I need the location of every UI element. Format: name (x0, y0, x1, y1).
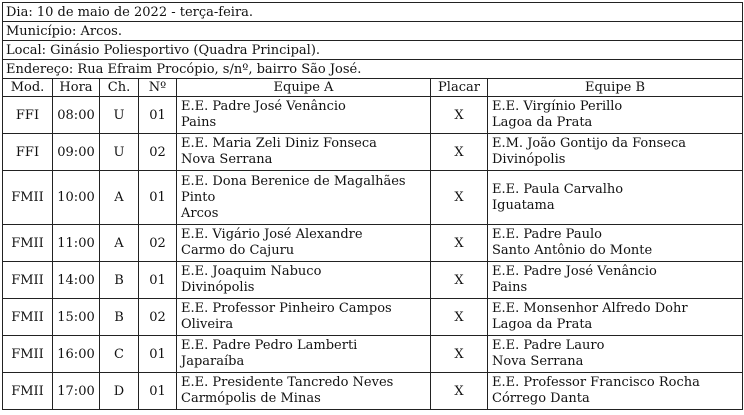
team-a-cell (177, 299, 431, 336)
placar-cell: X (431, 262, 488, 299)
date-row (3, 3, 743, 22)
address-row (3, 60, 743, 79)
num-cell: 01 (139, 373, 177, 410)
hora-cell: 14:00 (53, 262, 100, 299)
team-a-cell-line: Arcos (181, 205, 219, 221)
team-a-cell-line: E.E. Maria Zeli Diniz Fonseca (181, 136, 377, 151)
table-row (3, 262, 743, 299)
placar-cell: X (431, 299, 488, 336)
ch-cell: D (100, 373, 139, 410)
table-row (3, 97, 743, 134)
venue-text: Local: Ginásio Poliesportivo (Quadra Principal). (3, 41, 743, 60)
team-b-cell-line: Pains (492, 280, 528, 295)
team-b-cell (488, 336, 743, 373)
team-b-cell (488, 262, 743, 299)
table-row (3, 336, 743, 373)
ch-cell: A (100, 225, 139, 262)
header-hora: Hora (53, 79, 100, 97)
table-row (3, 225, 743, 262)
municipality-text: Município: Arcos. (3, 22, 743, 41)
team-a-cell-line: Divinópolis (181, 280, 255, 295)
placar-cell: X (431, 97, 488, 134)
placar-cell: X (431, 171, 488, 225)
placar-cell: X (431, 225, 488, 262)
num-cell: 02 (139, 299, 177, 336)
ch-cell: A (100, 171, 139, 225)
games-table (2, 2, 743, 410)
hora-cell: 11:00 (53, 225, 100, 262)
num-cell: 02 (139, 225, 177, 262)
team-a-cell-line: Japaraíba (181, 354, 245, 369)
team-b-cell-line: E.E. Padre Paulo (492, 227, 602, 242)
municipality-row (3, 22, 743, 41)
team-b-cell (488, 299, 743, 336)
placar-cell: X (431, 134, 488, 171)
header-ch: Ch. (100, 79, 139, 97)
header-mod: Mod. (3, 79, 53, 97)
hora-cell: 17:00 (53, 373, 100, 410)
ch-cell: U (100, 134, 139, 171)
team-a-cell-line: E.E. Joaquim Nabuco (181, 264, 322, 279)
table-row (3, 373, 743, 410)
mod-cell: FMII (3, 171, 53, 225)
table-row (3, 134, 743, 171)
mod-cell: FMII (3, 299, 53, 336)
team-a-cell (177, 134, 431, 171)
team-a-cell-line: Carmópolis de Minas (181, 391, 321, 406)
header-row (3, 79, 743, 97)
ch-cell: B (100, 262, 139, 299)
team-a-cell (177, 225, 431, 262)
team-a-cell (177, 262, 431, 299)
venue-row (3, 41, 743, 60)
ch-cell: B (100, 299, 139, 336)
team-b-cell (488, 134, 743, 171)
team-b-cell-line: E.E. Padre Lauro (492, 338, 605, 353)
header-team-a: Equipe A (177, 79, 431, 97)
num-cell: 02 (139, 134, 177, 171)
team-b-cell-line: Iguatama (492, 197, 555, 213)
mod-cell: FFI (3, 134, 53, 171)
team-b-cell-line: E.E. Monsenhor Alfredo Dohr (492, 301, 688, 316)
team-b-cell (488, 373, 743, 410)
team-b-cell-line: E.E. Paula Carvalho (492, 181, 624, 197)
team-b-cell (488, 97, 743, 134)
team-a-cell-line: E.E. Professor Pinheiro Campos (181, 301, 392, 316)
team-a-cell (177, 336, 431, 373)
ch-cell: C (100, 336, 139, 373)
hora-cell: 15:00 (53, 299, 100, 336)
team-b-cell-line: Córrego Danta (492, 391, 590, 406)
ch-cell: U (100, 97, 139, 134)
team-a-cell-line: Pains (181, 115, 217, 130)
date-text: Dia: 10 de maio de 2022 - terça-feira. (3, 3, 743, 22)
team-a-cell-line: E.E. Padre José Venâncio (181, 99, 346, 114)
mod-cell: FMII (3, 225, 53, 262)
team-b-cell-line: Lagoa da Prata (492, 317, 593, 332)
team-b-cell-line: Nova Serrana (492, 354, 584, 369)
hora-cell: 16:00 (53, 336, 100, 373)
hora-cell: 09:00 (53, 134, 100, 171)
mod-cell: FMII (3, 262, 53, 299)
num-cell: 01 (139, 171, 177, 225)
team-a-cell-line: Pinto (181, 189, 216, 205)
team-a-cell (177, 373, 431, 410)
team-a-cell-line: E.E. Dona Berenice de Magalhães (181, 173, 406, 189)
team-b-cell-line: E.M. João Gontijo da Fonseca (492, 136, 687, 151)
placar-cell: X (431, 336, 488, 373)
table-row (3, 299, 743, 336)
mod-cell: FFI (3, 97, 53, 134)
team-b-cell (488, 171, 743, 225)
num-cell: 01 (139, 262, 177, 299)
num-cell: 01 (139, 336, 177, 373)
header-num: Nº (139, 79, 177, 97)
team-a-cell-line: Carmo do Cajuru (181, 243, 295, 258)
team-a-cell-line: E.E. Padre Pedro Lamberti (181, 338, 358, 353)
team-a-cell (177, 97, 431, 134)
team-b-cell-line: E.E. Padre José Venâncio (492, 264, 657, 279)
team-b-cell-line: Divinópolis (492, 152, 566, 167)
hora-cell: 10:00 (53, 171, 100, 225)
address-text: Endereço: Rua Efraim Procópio, s/nº, bairro São José. (3, 60, 743, 79)
header-team-b: Equipe B (488, 79, 743, 97)
team-b-cell-line: E.E. Professor Francisco Rocha (492, 375, 700, 390)
mod-cell: FMII (3, 336, 53, 373)
table-row (3, 171, 743, 225)
team-a-cell-line: E.E. Presidente Tancredo Neves (181, 375, 394, 390)
header-placar: Placar (431, 79, 488, 97)
team-b-cell-line: E.E. Virgínio Perillo (492, 99, 623, 114)
team-a-cell-line: Nova Serrana (181, 152, 273, 167)
mod-cell: FMII (3, 373, 53, 410)
team-a-cell-line: E.E. Vigário José Alexandre (181, 227, 363, 242)
team-b-cell-line: Lagoa da Prata (492, 115, 593, 130)
hora-cell: 08:00 (53, 97, 100, 134)
team-b-cell-line: Santo Antônio do Monte (492, 243, 653, 258)
num-cell: 01 (139, 97, 177, 134)
placar-cell: X (431, 373, 488, 410)
team-b-cell (488, 225, 743, 262)
team-a-cell (177, 171, 431, 225)
team-a-cell-line: Oliveira (181, 317, 234, 332)
